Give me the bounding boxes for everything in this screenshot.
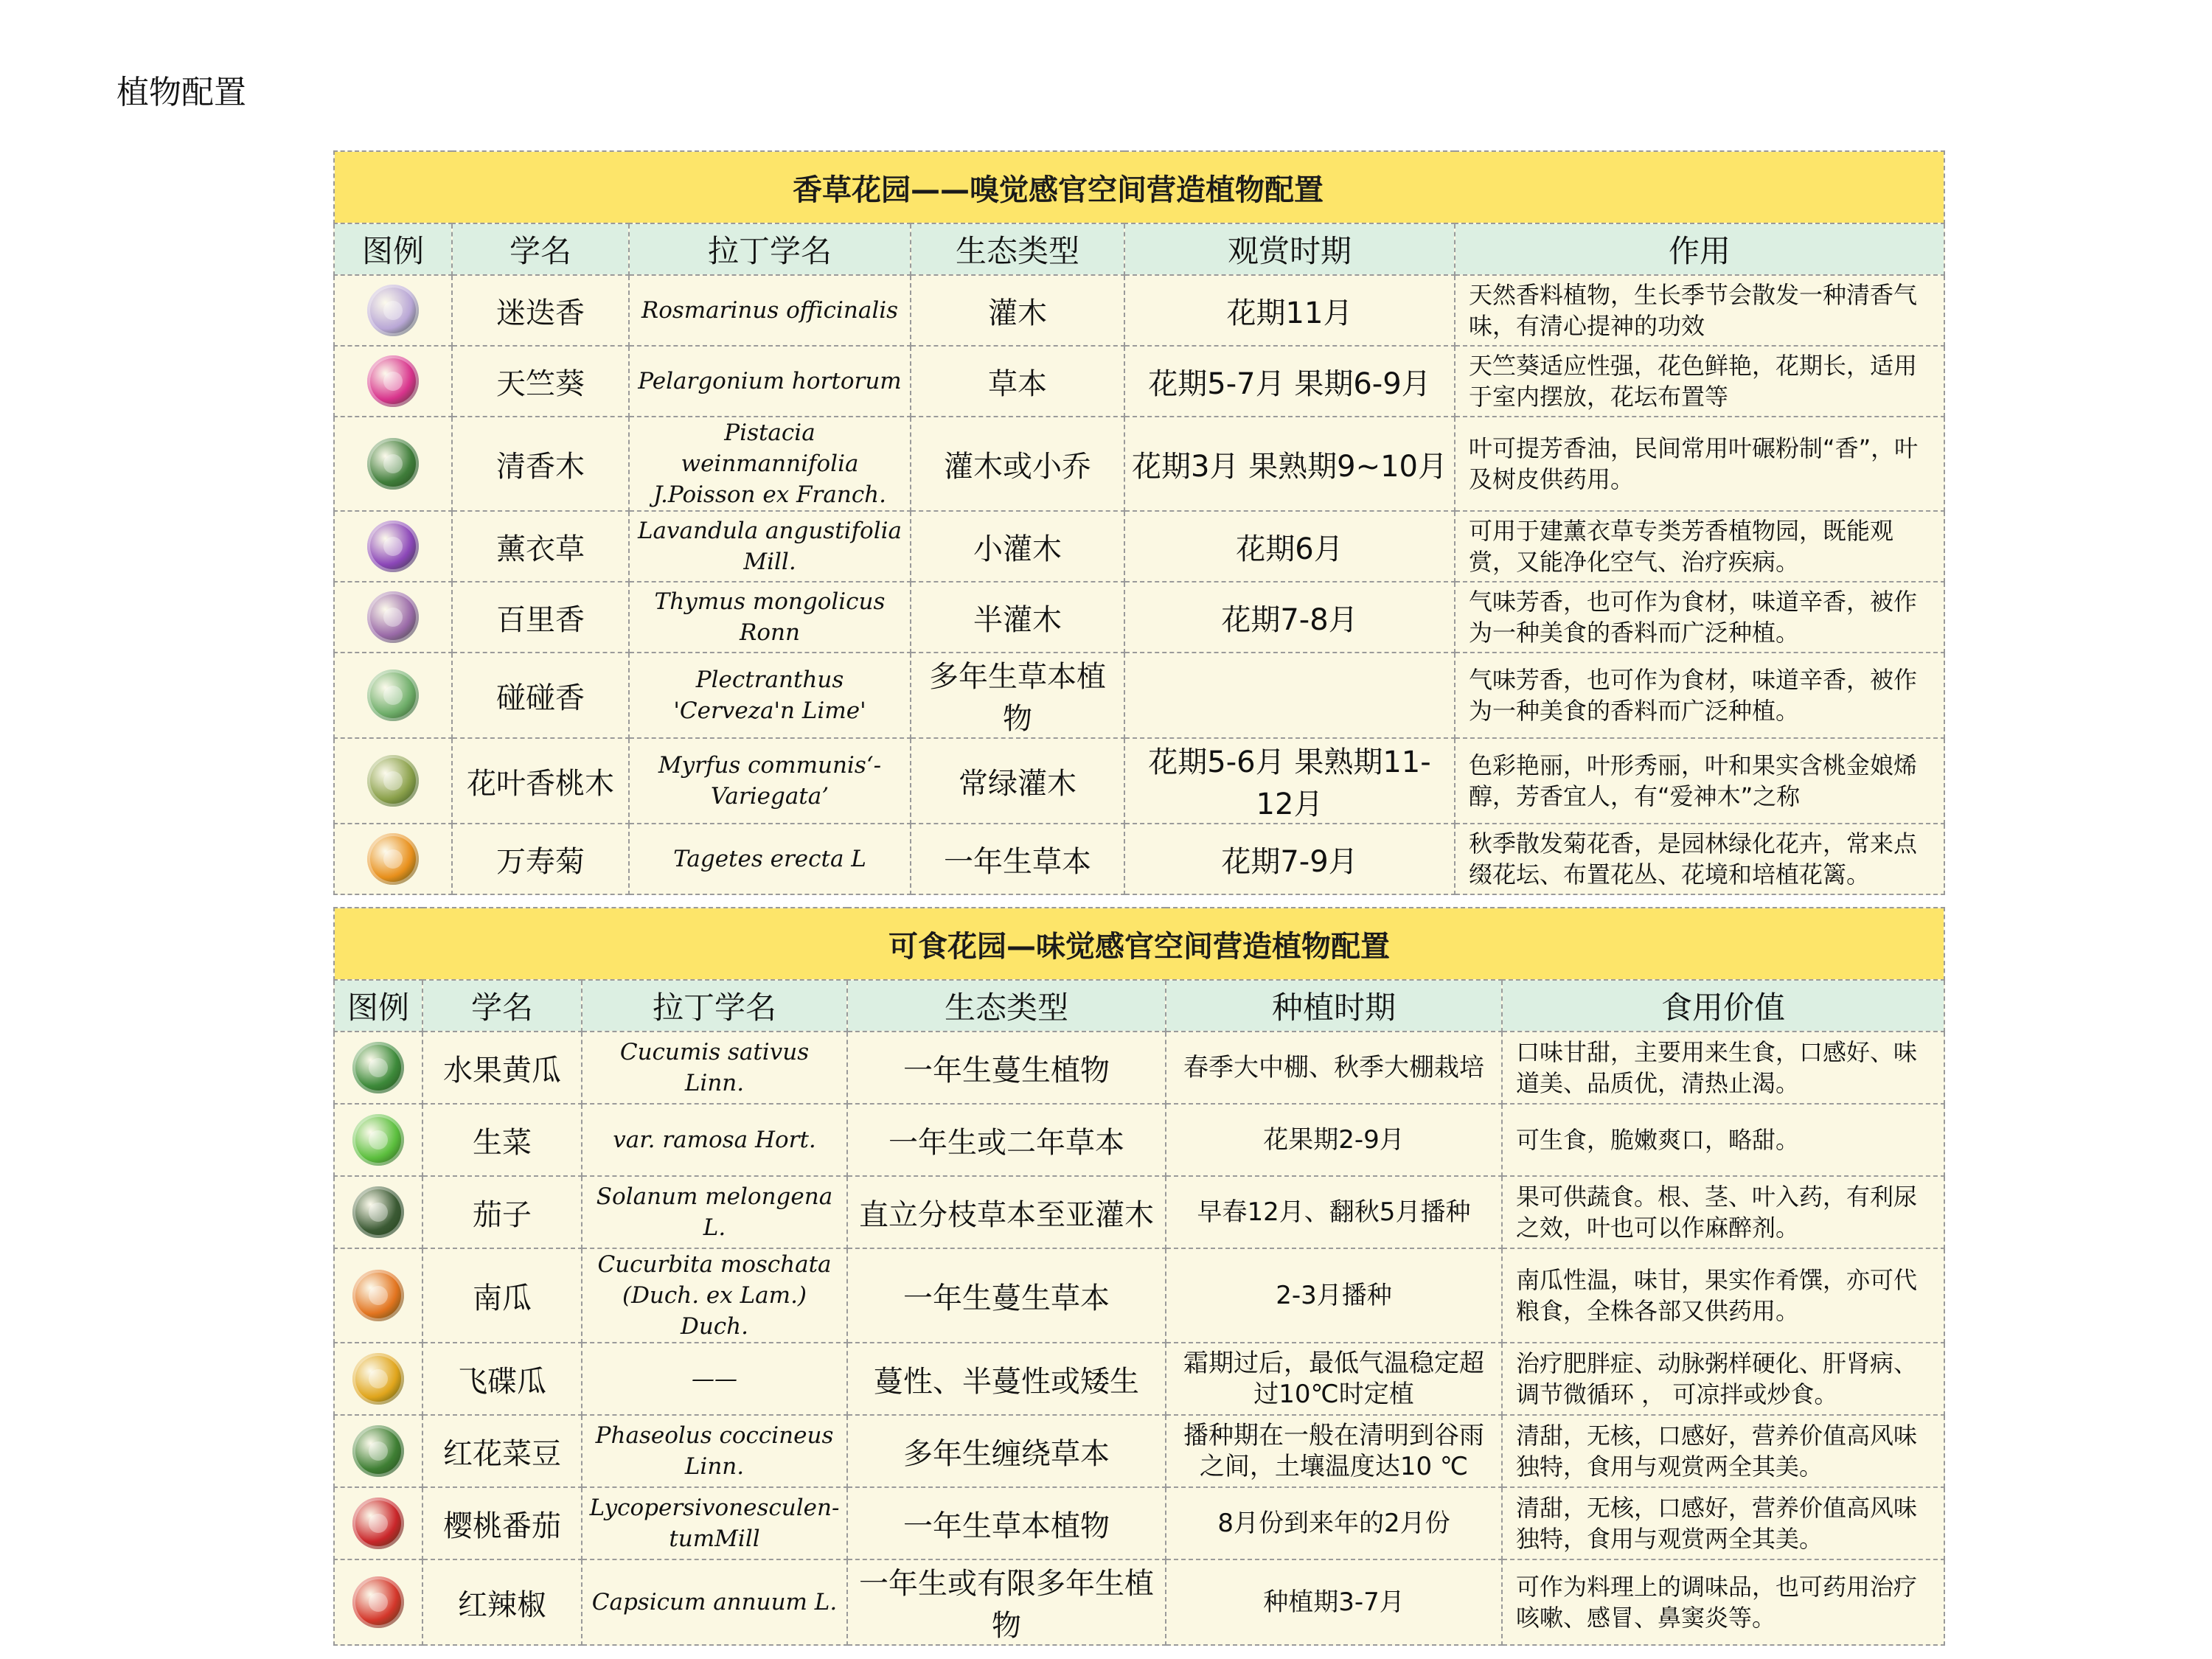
ecological-type: 直立分枝草本至亚灌木 — [847, 1176, 1166, 1248]
description: 可用于建薰衣草专类芳香植物园，既能观赏，又能净化空气、治疗疾病。 — [1455, 511, 1944, 582]
ecological-type: 半灌木 — [911, 582, 1124, 653]
runner-bean-thumbnail — [352, 1425, 404, 1477]
description: 叶可提芳香油，民间常用叶碾粉制“香”，叶及树皮供药用。 — [1455, 417, 1944, 511]
description: 果可供蔬食。根、茎、叶入药，有利尿之效，叶也可以作麻醉剂。 — [1502, 1176, 1944, 1248]
legend-cell — [334, 346, 452, 417]
period: 霜期过后，最低气温稳定超过10℃时定植 — [1166, 1343, 1502, 1415]
latin-name: Solanum melongena L. — [582, 1176, 847, 1248]
period: 花期7-8月 — [1124, 582, 1455, 653]
period: 8月份到来年的2月份 — [1166, 1487, 1502, 1559]
table-row — [334, 511, 1944, 582]
page-title: 植物配置 — [116, 74, 246, 111]
ecological-type: 常绿灌木 — [911, 738, 1124, 824]
plant-name: 百里香 — [452, 582, 629, 653]
ecological-type: 蔓性、半蔓性或矮生 — [847, 1343, 1166, 1415]
ecological-type: 一年生草本植物 — [847, 1487, 1166, 1559]
myrtle-thumbnail — [367, 755, 419, 807]
period: 春季大中棚、秋季大棚栽培 — [1166, 1032, 1502, 1104]
plectranthus-thumbnail — [367, 669, 419, 721]
period: 花期7-9月 — [1124, 824, 1455, 894]
column-header: 生态类型 — [847, 980, 1166, 1032]
edible-garden-table — [333, 907, 1945, 1646]
plant-name: 花叶香桃木 — [452, 738, 629, 824]
column-header: 种植时期 — [1166, 980, 1502, 1032]
table-row — [334, 1032, 1944, 1104]
plant-name: 碰碰香 — [452, 653, 629, 738]
table-row — [334, 417, 1944, 511]
table-row — [334, 1415, 1944, 1487]
description: 治疗肥胖症、动脉粥样硬化、肝肾病、调节微循环 ， 可凉拌或炒食。 — [1502, 1343, 1944, 1415]
table-row — [334, 1343, 1944, 1415]
herb-garden-table — [333, 150, 1945, 895]
cherry-tomato-thumbnail — [352, 1498, 404, 1549]
column-header: 学名 — [422, 980, 582, 1032]
thyme-thumbnail — [367, 591, 419, 643]
latin-name: Lavandula angustifolia Mill. — [629, 511, 911, 582]
description: 色彩艳丽，叶形秀丽，叶和果实含桃金娘烯醇，芳香宜人，有“爱神木”之称 — [1455, 738, 1944, 824]
table-row — [334, 824, 1944, 894]
ecological-type: 灌木或小乔 — [911, 417, 1124, 511]
legend-cell — [334, 1343, 422, 1415]
latin-name: —— — [582, 1343, 847, 1415]
plant-name: 水果黄瓜 — [422, 1032, 582, 1104]
legend-cell — [334, 1248, 422, 1343]
plant-name: 迷迭香 — [452, 275, 629, 346]
legend-cell — [334, 417, 452, 511]
latin-name: Capsicum annuum L. — [582, 1559, 847, 1645]
column-header: 生态类型 — [911, 223, 1124, 275]
latin-name: var. ramosa Hort. — [582, 1104, 847, 1176]
description: 清甜，无核，口感好，营养价值高风味独特，食用与观赏两全其美。 — [1502, 1487, 1944, 1559]
plant-name: 茄子 — [422, 1176, 582, 1248]
legend-cell — [334, 582, 452, 653]
ecological-type: 一年生或有限多年生植物 — [847, 1559, 1166, 1645]
latin-name: Myrfus communis‘-Variegata’ — [629, 738, 911, 824]
legend-cell — [334, 275, 452, 346]
lettuce-thumbnail — [352, 1114, 404, 1166]
plant-name: 薰衣草 — [452, 511, 629, 582]
legend-cell — [334, 1104, 422, 1176]
column-header: 作用 — [1455, 223, 1944, 275]
period: 花期6月 — [1124, 511, 1455, 582]
ecological-type: 一年生蔓生草本 — [847, 1248, 1166, 1343]
legend-cell — [334, 511, 452, 582]
pistacia-thumbnail — [367, 438, 419, 490]
plant-name: 南瓜 — [422, 1248, 582, 1343]
eggplant-thumbnail — [352, 1186, 404, 1238]
geranium-thumbnail — [367, 355, 419, 407]
column-header: 图例 — [334, 223, 452, 275]
latin-name: Cucurbita moschata (Duch. ex Lam.) Duch. — [582, 1248, 847, 1343]
edible-garden-title: 可食花园—味觉感官空间营造植物配置 — [334, 908, 1944, 980]
latin-name: Phaseolus coccineus Linn. — [582, 1415, 847, 1487]
table-row — [334, 346, 1944, 417]
table-row — [334, 1104, 1944, 1176]
description: 南瓜性温，味甘，果实作肴馔，亦可代粮食，全株各部又供药用。 — [1502, 1248, 1944, 1343]
lavender-thumbnail — [367, 521, 419, 572]
period: 花期5-7月 果期6-9月 — [1124, 346, 1455, 417]
plant-name: 天竺葵 — [452, 346, 629, 417]
column-header: 图例 — [334, 980, 422, 1032]
period: 花果期2-9月 — [1166, 1104, 1502, 1176]
table-row — [334, 1487, 1944, 1559]
table-row — [334, 582, 1944, 653]
legend-cell — [334, 1176, 422, 1248]
herb-garden-title: 香草花园——嗅觉感官空间营造植物配置 — [334, 151, 1944, 223]
period: 花期5-6月 果熟期11-12月 — [1124, 738, 1455, 824]
column-header: 观赏时期 — [1124, 223, 1455, 275]
description: 清甜，无核，口感好，营养价值高风味独特，食用与观赏两全其美。 — [1502, 1415, 1944, 1487]
latin-name: Lycopersivonesculen-tumMill — [582, 1487, 847, 1559]
latin-name: Tagetes erecta L — [629, 824, 911, 894]
marigold-thumbnail — [367, 833, 419, 885]
ecological-type: 草本 — [911, 346, 1124, 417]
description: 秋季散发菊花香，是园林绿化花卉，常来点缀花坛、布置花丛、花境和培植花篱。 — [1455, 824, 1944, 894]
plant-name: 万寿菊 — [452, 824, 629, 894]
latin-name: Cucumis sativus Linn. — [582, 1032, 847, 1104]
table-row — [334, 653, 1944, 738]
red-pepper-thumbnail — [352, 1576, 404, 1628]
period: 2-3月播种 — [1166, 1248, 1502, 1343]
description: 可生食，脆嫩爽口，略甜。 — [1502, 1104, 1944, 1176]
column-header: 拉丁学名 — [629, 223, 911, 275]
ecological-type: 一年生或二年草本 — [847, 1104, 1166, 1176]
ecological-type: 小灌木 — [911, 511, 1124, 582]
period: 花期3月 果熟期9~10月 — [1124, 417, 1455, 511]
legend-cell — [334, 1032, 422, 1104]
description: 天然香料植物，生长季节会散发一种清香气味，有清心提神的功效 — [1455, 275, 1944, 346]
latin-name: Pelargonium hortorum — [629, 346, 911, 417]
period: 种植期3-7月 — [1166, 1559, 1502, 1645]
legend-cell — [334, 738, 452, 824]
ecological-type: 灌木 — [911, 275, 1124, 346]
pattypan-squash-thumbnail — [352, 1353, 404, 1405]
plant-name: 生菜 — [422, 1104, 582, 1176]
legend-cell — [334, 824, 452, 894]
table-row — [334, 1248, 1944, 1343]
plant-name: 飞碟瓜 — [422, 1343, 582, 1415]
column-header: 食用价值 — [1502, 980, 1944, 1032]
latin-name: Thymus mongolicus Ronn — [629, 582, 911, 653]
legend-cell — [334, 1415, 422, 1487]
latin-name: Plectranthus 'Cerveza'n Lime' — [629, 653, 911, 738]
column-header: 拉丁学名 — [582, 980, 847, 1032]
ecological-type: 多年生缠绕草本 — [847, 1415, 1166, 1487]
legend-cell — [334, 653, 452, 738]
description: 气味芳香，也可作为食材，味道辛香，被作为一种美食的香料而广泛种植。 — [1455, 582, 1944, 653]
plant-name: 红辣椒 — [422, 1559, 582, 1645]
latin-name: Rosmarinus officinalis — [629, 275, 911, 346]
ecological-type: 多年生草本植物 — [911, 653, 1124, 738]
plant-name: 樱桃番茄 — [422, 1487, 582, 1559]
description: 口味甘甜，主要用来生食，口感好、味道美、品质优，清热止渴。 — [1502, 1032, 1944, 1104]
table-row — [334, 738, 1944, 824]
legend-cell — [334, 1487, 422, 1559]
ecological-type: 一年生蔓生植物 — [847, 1032, 1166, 1104]
table-row — [334, 275, 1944, 346]
period: 花期11月 — [1124, 275, 1455, 346]
latin-name: Pistacia weinmannifolia J.Poisson ex Franch. — [629, 417, 911, 511]
ecological-type: 一年生草本 — [911, 824, 1124, 894]
period: 早春12月、翻秋5月播种 — [1166, 1176, 1502, 1248]
legend-cell — [334, 1559, 422, 1645]
description: 可作为料理上的调味品，也可药用治疗咳嗽、感冒、鼻窦炎等。 — [1502, 1559, 1944, 1645]
plant-name: 红花菜豆 — [422, 1415, 582, 1487]
table-row — [334, 1559, 1944, 1645]
description: 气味芳香，也可作为食材，味道辛香，被作为一种美食的香料而广泛种植。 — [1455, 653, 1944, 738]
table-row — [334, 1176, 1944, 1248]
cucumber-thumbnail — [352, 1042, 404, 1093]
column-header: 学名 — [452, 223, 629, 275]
description: 天竺葵适应性强，花色鲜艳，花期长，适用于室内摆放，花坛布置等 — [1455, 346, 1944, 417]
rosemary-thumbnail — [367, 285, 419, 336]
period — [1124, 653, 1455, 738]
period: 播种期在一般在清明到谷雨之间，土壤温度达10 ℃ — [1166, 1415, 1502, 1487]
plant-name: 清香木 — [452, 417, 629, 511]
pumpkin-thumbnail — [352, 1270, 404, 1321]
